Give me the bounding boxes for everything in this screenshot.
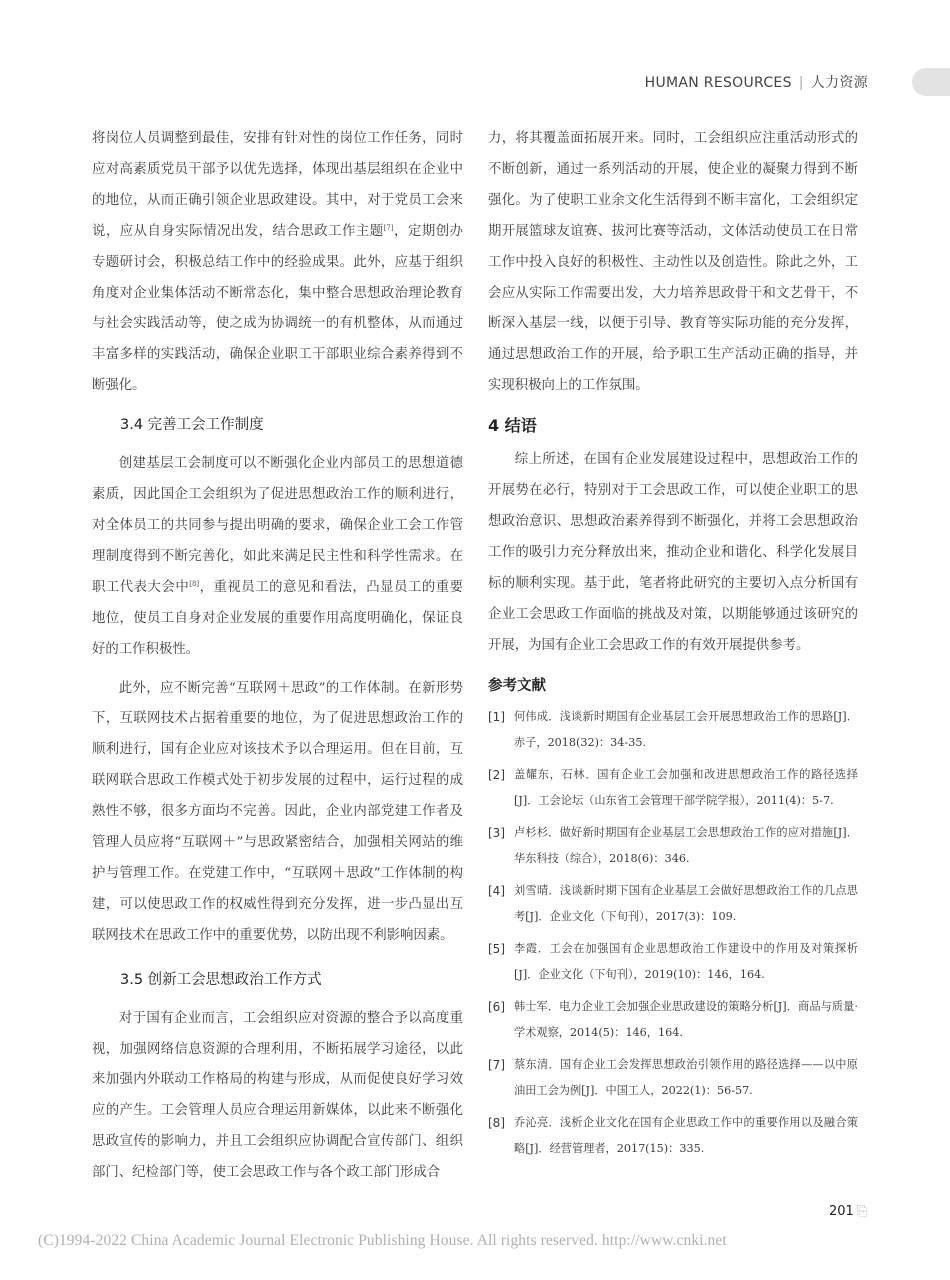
- reference-text: 卢杉杉．做好新时期国有企业基层工会思想政治工作的应对措施[J]．华东科技（综合），2018(6)：346.: [514, 825, 858, 865]
- left-paragraph-1: [92, 124, 463, 402]
- reference-text: 盖耀东，石林．国有企业工会加强和改进思想政治工作的路径选择[J]．工会论坛（山东省工会管理干部学院学报），2011(4)：5-7.: [514, 767, 858, 807]
- header-tab-decoration: [912, 68, 950, 96]
- left-paragraph-2: [92, 449, 463, 665]
- reference-text: 何伟成．浅谈新时期国有企业基层工会开展思想政治工作的思路[J]．赤子，2018(32)：34-35.: [514, 709, 858, 749]
- reference-item: [488, 1110, 858, 1163]
- header-english: HUMAN RESOURCES: [644, 75, 792, 91]
- reference-number: [2]: [488, 767, 505, 782]
- reference-number: [3]: [488, 825, 505, 840]
- left-p2b-text: ，重视员工的意见和看法，凸显员工的重要地位，使员工自身对企业发展的重要作用高度明确化，保证良好的工作积极性。: [92, 579, 464, 657]
- left-p1b-text: ，定期创办专题研讨会，积极总结工作中的经验成果。此外，应基于组织角度对企业集体活动不断常态化，集中整合思想政治理论教育与社会实践活动等，使之成为协调统一的有机整体，从而通过丰富多样的实践活动，确保企业职工干部职业综合素养得到不断强化。: [92, 223, 464, 394]
- reference-number: [4]: [488, 883, 505, 898]
- header-separator: |: [798, 75, 804, 91]
- reference-number: [8]: [488, 1115, 505, 1130]
- page-number-text: 201: [829, 1204, 854, 1219]
- right-paragraph-1: 力，将其覆盖面拓展开来。同时，工会组织应注重活动形式的不断创新，通过一系列活动的开展，使企业的凝聚力得到不断强化。为了使职工业余文化生活得到不断丰富化，工会组织定期开展篮球友谊赛、拔河比赛等活动，文体活动使员工在日常工作中投入良好的积极性、主动性以及创造性。除此之外，工会应从实际工作需要出发，大力培养思政骨干和文艺骨干，不断深入基层一线，以便于引导、教育等实际功能的充分发挥，通过思想政治工作的开展，给予职工生产活动正确的指导，并实现积极向上的工作氛围。: [488, 131, 858, 394]
- reference-list: [488, 704, 858, 1163]
- page-number: [829, 1204, 867, 1219]
- citation-7: [7]: [383, 223, 394, 232]
- left-paragraph-4: 对于国有企业而言，工会组织应对资源的整合予以高度重视，加强网络信息资源的合理利用，不断拓展学习途径，以此来加强内外联动工作格局的构建与形成，从而促使良好学习效应的产生。工会管理人员应合理运用新媒体，以此来不断强化思政宣传的影响力，并且工会组织应协调配合宣传部门、组织部门、纪检部门等，使工会思政工作与各个政工部门形成合: [92, 1010, 463, 1181]
- reference-item: [488, 1052, 858, 1105]
- left-column: [92, 124, 463, 1189]
- references-title: 参考文献: [488, 677, 546, 694]
- section-heading-3-5: 3.5 创新工会思想政治工作方式: [120, 971, 322, 988]
- running-header: [645, 72, 868, 92]
- right-paragraph-2: 综上所述，在国有企业发展建设过程中，思想政治工作的开展势在必行，特别对于工会思政工作，可以使企业职工的思想政治意识、思想政治素养得到不断强化，并将工会思想政治工作的吸引力充分释放出来，推动企业和谐化、科学化发展目标的顺利实现。基于此，笔者将此研究的主要切入点分析国有企业工会思政工作面临的挑战及对策，以期能够通过该研究的开展，为国有企业工会思政工作的有效开展提供参考。: [488, 452, 858, 653]
- reference-number: [6]: [488, 999, 505, 1014]
- reference-item: [488, 762, 858, 815]
- reference-number: [5]: [488, 941, 505, 956]
- reference-item: [488, 820, 858, 873]
- citation-8: [8]: [189, 579, 200, 588]
- reference-text: 李霞．工会在加强国有企业思想政治工作建设中的作用及对策探析[J]．企业文化（下旬刊），2019(10)：146，164.: [514, 941, 858, 981]
- reference-text: 刘雪晴．浅谈新时期下国有企业基层工会做好思想政治工作的几点思考[J]．企业文化（下旬刊），2017(3)：109.: [514, 883, 858, 923]
- left-p1-text: 将岗位人员调整到最佳，安排有针对性的岗位工作任务，同时应对高素质党员干部予以优先选择，体现出基层组织在企业中的地位，从而正确引领企业思政建设。其中，对于党员工会来说，应从自身实际情况出发，结合思政工作主题: [92, 131, 463, 239]
- right-column: [488, 124, 858, 1168]
- reference-item: [488, 936, 858, 989]
- reference-text: 韩士军．电力企业工会加强企业思政建设的策略分析[J]．商品与质量·学术观察，2014(5)：146，164.: [514, 999, 858, 1039]
- copyright-footer: (C)1994-2022 China Academic Journal Electronic Publishing House. All rights reserved. http://www.cnki.net: [38, 1232, 727, 1249]
- reference-item: [488, 704, 858, 757]
- header-chinese: 人力资源: [810, 75, 868, 91]
- reference-number: [1]: [488, 709, 505, 724]
- reference-text: 蔡东清．国有企业工会发挥思想政治引领作用的路径选择——以中原油田工会为例[J]．中国工人，2022(1)：56-57.: [514, 1057, 858, 1097]
- section-heading-4: 4 结语: [488, 416, 537, 436]
- left-paragraph-3: 此外，应不断完善“互联网＋思政”的工作体制。在新形势下，互联网技术占据着重要的地位，为了促进思想政治工作的顺利进行，国有企业应对该技术予以合理运用。但在目前，互联网联合思政工作模式处于初步发展的过程中，运行过程的成熟性不够，很多方面均不完善。因此，企业内部党建工作者及管理人员应将“互联网＋”与思政紧密结合，加强相关网站的维护与管理工作。在党建工作中，“互联网＋思政”工作体制的构建，可以使思政工作的权威性得到充分发挥，进一步凸显出互联网技术在思政工作中的重要优势，以防出现不利影响因素。: [92, 680, 463, 943]
- reference-text: 乔沁亮．浅析企业文化在国有企业思政工作中的重要作用以及融合策略[J]．经营管理者，2017(15)：335.: [514, 1115, 858, 1155]
- page-icon: ⎘: [856, 1204, 868, 1219]
- section-heading-3-4: 3.4 完善工会工作制度: [120, 417, 264, 434]
- reference-item: [488, 878, 858, 931]
- left-p2-text: 创建基层工会制度可以不断强化企业内部员工的思想道德素质，因此国企工会组织为了促进思想政治工作的顺利进行，对全体员工的共同参与提出明确的要求，确保企业工会工作管理制度得到不断完善化，如此来满足民主性和科学性需求。在职工代表大会中: [92, 456, 463, 595]
- reference-number: [7]: [488, 1057, 505, 1072]
- reference-item: [488, 994, 858, 1047]
